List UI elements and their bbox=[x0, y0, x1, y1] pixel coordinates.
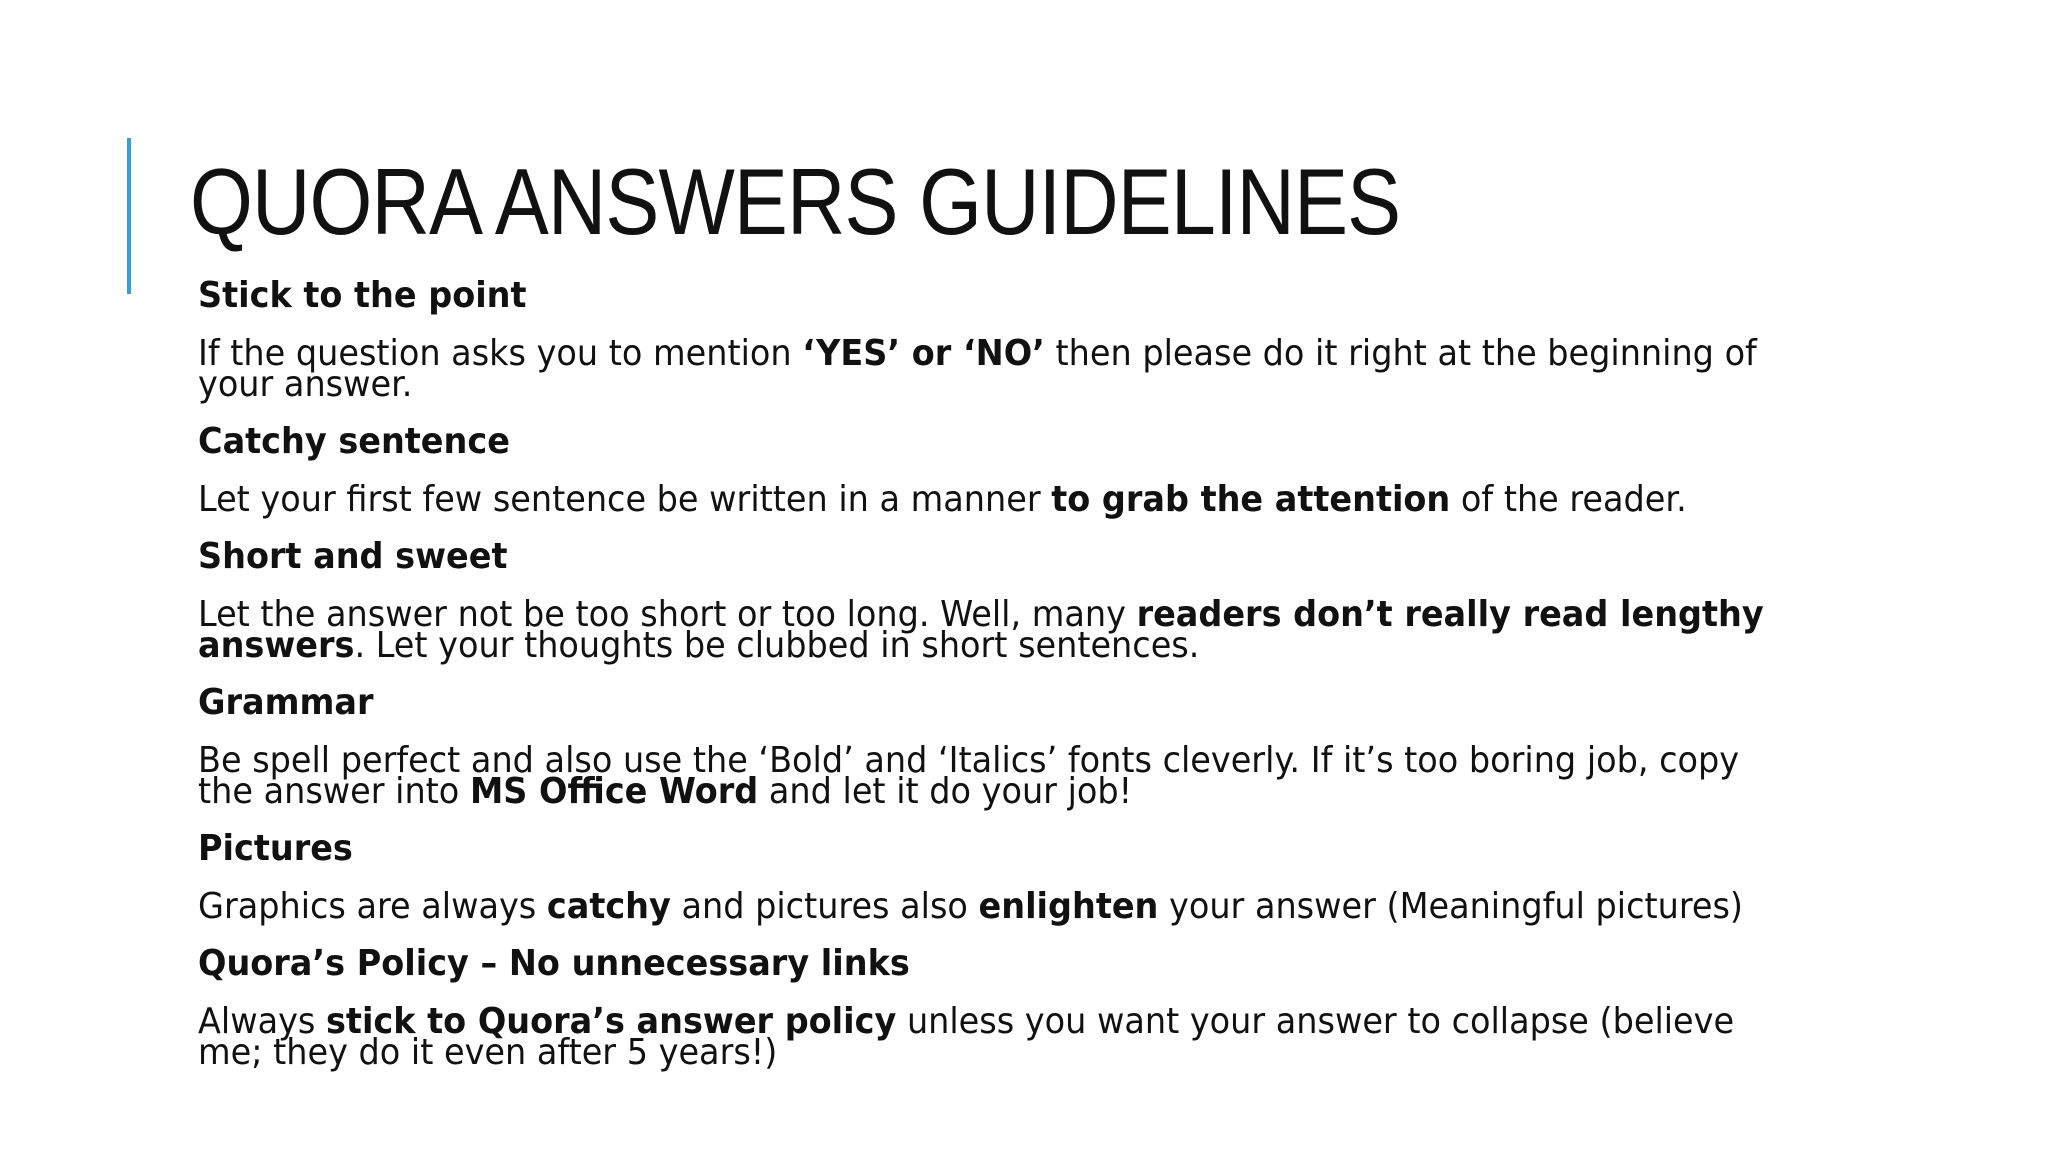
body-text: Be spell perfect and also use the ‘Bold’ and ‘Italics’ fonts cleverly. If it’s too boring job, copy the answer into bbox=[198, 740, 1740, 812]
guideline-body bbox=[198, 479, 1802, 520]
guideline-body bbox=[198, 594, 1802, 666]
body-bold-text: ‘YES’ or ‘NO’ bbox=[802, 333, 1045, 374]
guideline-item bbox=[198, 536, 1798, 666]
guideline-heading: Grammar bbox=[198, 682, 374, 723]
guideline-body bbox=[198, 886, 1802, 927]
guideline-body bbox=[198, 333, 1802, 405]
guideline-body bbox=[198, 740, 1802, 812]
body-text: Graphics are always bbox=[198, 886, 547, 927]
body-text: Always bbox=[198, 1001, 327, 1042]
body-bold-text: catchy bbox=[546, 886, 671, 927]
body-bold-text: to grab the attention bbox=[1051, 479, 1451, 520]
body-bold-text: MS Office Word bbox=[469, 771, 759, 812]
body-text: Let the answer not be too short or too long. Well, many bbox=[198, 594, 1137, 635]
guideline-heading: Short and sweet bbox=[198, 536, 508, 577]
guideline-item bbox=[198, 275, 1798, 405]
body-text: unless you want your answer to collapse (believe me; they do it even after 5 years!) bbox=[198, 1001, 1735, 1073]
guideline-item bbox=[198, 421, 1798, 520]
slide-content bbox=[198, 276, 1798, 1090]
body-text: If the question asks you to mention bbox=[198, 333, 803, 374]
body-text: . Let your thoughts be clubbed in short sentences. bbox=[354, 625, 1200, 666]
body-text: then please do it right at the beginning of your answer. bbox=[198, 333, 1757, 405]
body-bold-text: enlighten bbox=[978, 886, 1159, 927]
guideline-heading: Catchy sentence bbox=[198, 421, 510, 462]
body-text: your answer (Meaningful pictures) bbox=[1158, 886, 1743, 927]
body-text: and let it do your job! bbox=[758, 771, 1133, 812]
guideline-item bbox=[198, 682, 1798, 812]
guideline-heading: Pictures bbox=[198, 828, 353, 869]
body-text: and pictures also bbox=[670, 886, 979, 927]
guideline-body bbox=[198, 1001, 1802, 1073]
slide-title: QUORA ANSWERS GUIDELINES bbox=[190, 149, 1401, 254]
title-accent-bar bbox=[127, 138, 131, 294]
body-text: of the reader. bbox=[1450, 479, 1687, 520]
guideline-heading: Stick to the point bbox=[198, 275, 527, 316]
guideline-item bbox=[198, 828, 1798, 927]
body-bold-text: stick to Quora’s answer policy bbox=[326, 1001, 897, 1042]
body-bold-text: readers don’t really read lengthy answers bbox=[198, 594, 1764, 666]
guideline-item bbox=[198, 943, 1798, 1073]
guideline-heading: Quora’s Policy – No unnecessary links bbox=[198, 943, 910, 984]
body-text: Let your first few sentence be written in a manner bbox=[198, 479, 1052, 520]
